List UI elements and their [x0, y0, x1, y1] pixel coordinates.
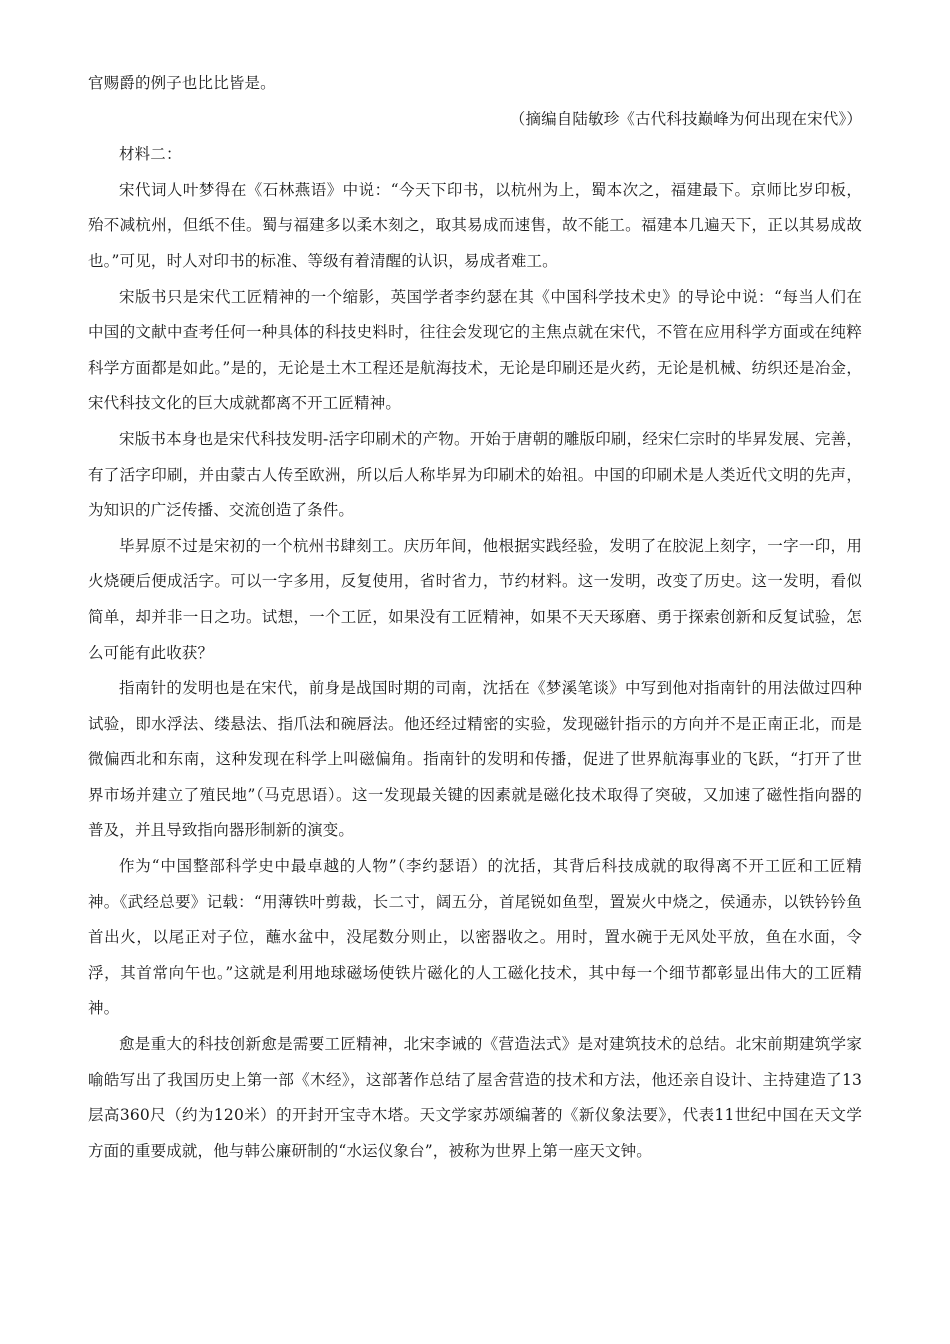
- paragraph-song-craftsmanship: 宋版书只是宋代工匠精神的一个缩影，英国学者李约瑟在其《中国科学技术史》的导论中说：“每当人们在中国的文献中查考任何一种具体的科技史料时，往往会发现它的主焦点就在宋代，不管在应用科学方面或在纯粹科学方面都是如此。”是的，无论是土木工程还是航海技术，无论是印刷还是火药，无论是机械、纺织还是冶金，宋代科技文化的巨大成就都离不开工匠精神。: [88, 287, 862, 413]
- material-heading: 材料二：: [119, 145, 182, 164]
- document-page: [88, 66, 862, 1169]
- paragraph-printing-standards: 宋代词人叶梦得在《石林燕语》中说：“今天下印书，以杭州为上，蜀本次之，福建最下。京师比岁印板，殆不减杭州，但纸不佳。蜀与福建多以柔木刻之，取其易成而速售，故不能工。福建本几遍天下，正以其易成故也。”可见，时人对印书的标准、等级有着清醒的认识，易成者难工。: [88, 180, 862, 270]
- paragraph-innovation: 愈是重大的科技创新愈是需要工匠精神，北宋李诫的《营造法式》是对建筑技术的总结。北宋前期建筑学家喻皓写出了我国历史上第一部《木经》，这部著作总结了屋舍营造的技术和方法，他还亲自设计、主持建造了13层高360尺（约为120米）的开封开宝寺木塔。天文学家苏颂编著的《新仪象法要》，代表11世纪中国在天文学方面的重要成就，他与韩公廉研制的“水运仪象台”，被称为世界上第一座天文钟。: [88, 1035, 862, 1160]
- paragraph-movable-type: 宋版书本身也是宋代科技发明-活字印刷术的产物。开始于唐朝的雕版印刷，经宋仁宗时的毕昇发展、完善，有了活字印刷，并由蒙古人传至欧洲，所以后人称毕昇为印刷术的始祖。中国的印刷术是人类近代文明的先声，为知识的广泛传播、交流创造了条件。: [88, 429, 862, 520]
- opening-fragment: 官赐爵的例子也比比皆是。: [88, 74, 276, 92]
- paragraph-shen-kuo: 作为“中国整部科学史中最卓越的人物”（李约瑟语）的沈括，其背后科技成就的取得离不开工匠和工匠精神。《武经总要》记载：“用薄铁叶剪裁，长二寸，阔五分，首尾锐如鱼型，置炭火中烧之，侯通赤，以铁钤钤鱼首出火，以尾正对子位，蘸水盆中，没尾数分则止，以密器收之。用时，置水碗于无风处平放，鱼在水面，令浮，其首常向午也。”这就是利用地球磁场使铁片磁化的人工磁化技术，其中每一个细节都彰显出伟大的工匠精神。: [88, 857, 862, 1018]
- source-citation: （摘编自陆敏珍《古代科技巅峰为何出现在宋代》）: [509, 109, 862, 128]
- paragraph-compass: 指南针的发明也是在宋代，前身是战国时期的司南，沈括在《梦溪笔谈》中写到他对指南针的用法做过四种试验，即水浮法、缕悬法、指爪法和碗唇法。他还经过精密的实验，发现磁针指示的方向并不是正南正北，而是微偏西北和东南，这种发现在科学上叫磁偏角。指南针的发明和传播，促进了世界航海事业的飞跃，“打开了世界市场并建立了殖民地”（马克思语）。这一发现最关键的因素就是磁化技术取得了突破，又加速了磁性指向器的普及，并且导致指向器形制新的演变。: [88, 679, 862, 840]
- paragraph-bi-sheng: 毕昇原不过是宋初的一个杭州书肆刻工。庆历年间，他根据实践经验，发明了在胶泥上刻字，一字一印，用火烧硬后便成活字。可以一字多用，反复使用，省时省力，节约材料。这一发明，改变了历史。这一发明，看似简单，却并非一日之功。试想，一个工匠，如果没有工匠精神，如果不天天琢磨、勇于探索创新和反复试验，怎么可能有此收获？: [88, 536, 862, 662]
